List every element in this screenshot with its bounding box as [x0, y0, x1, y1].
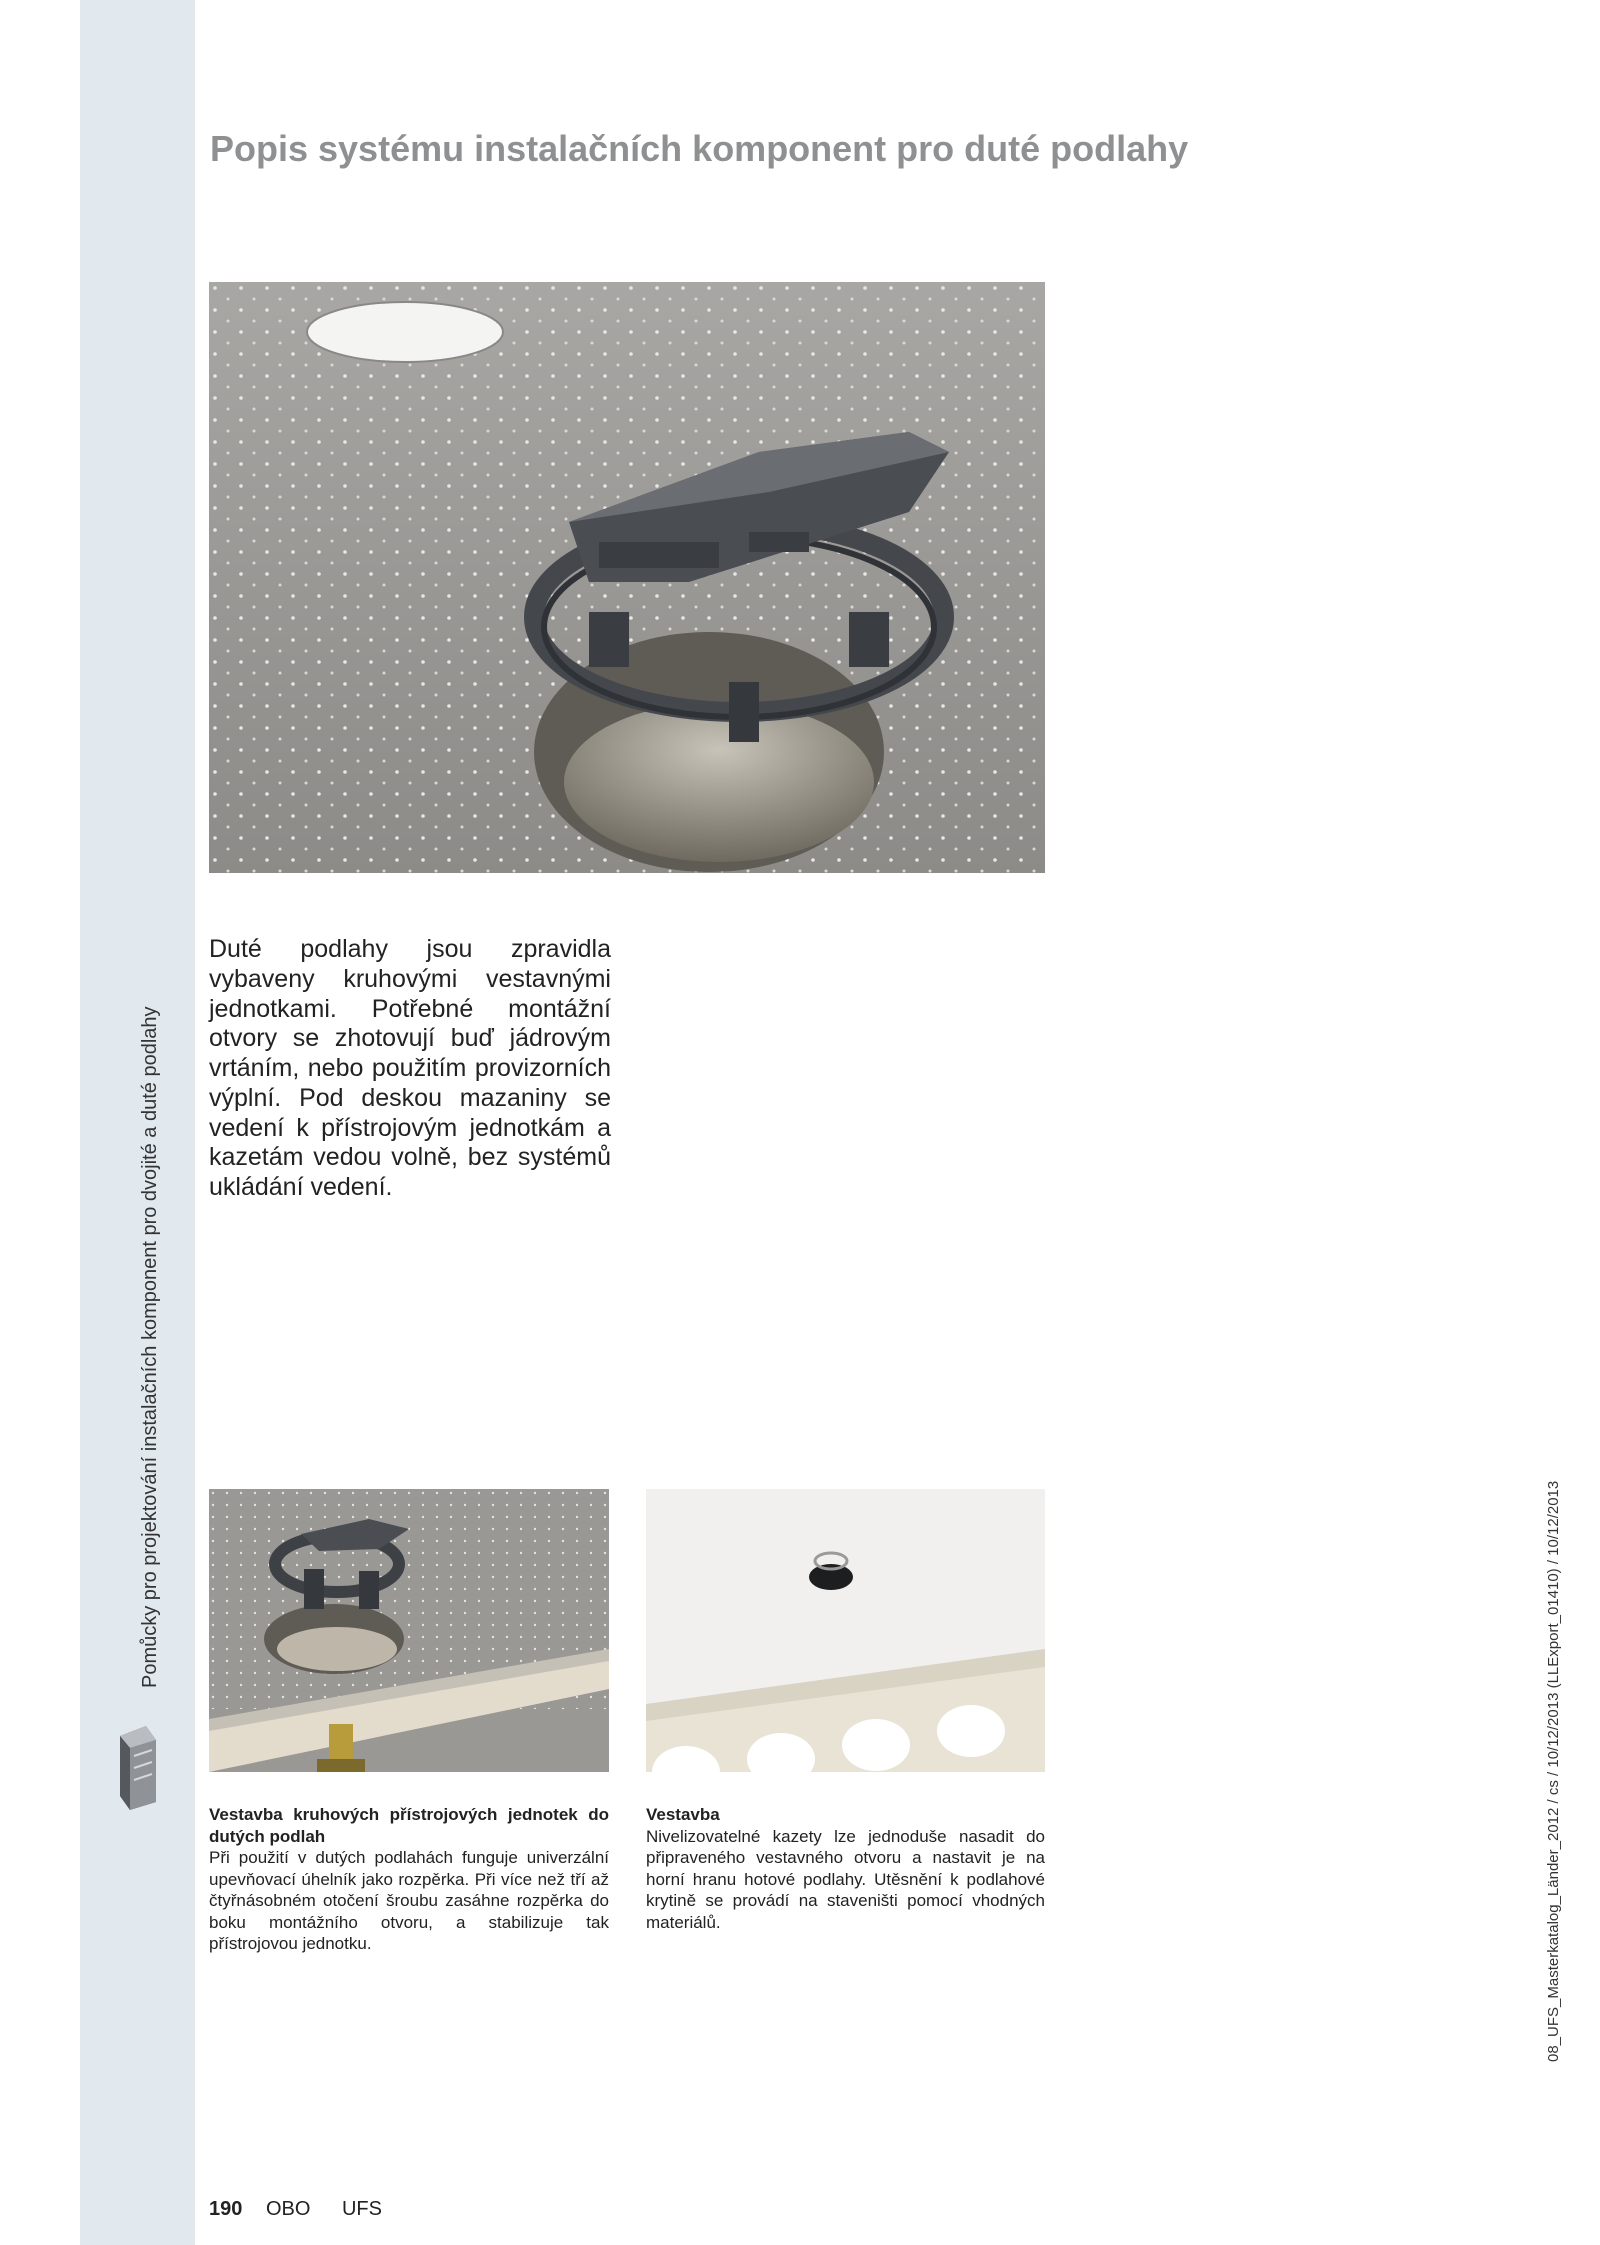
footer-brand: OBO — [265, 2198, 311, 2220]
intro-paragraph: Duté podlahy jsou zpravidla vybaveny kruhovými vestavnými jednotkami. Potřebné montážní otvory se zhotovují buď jádrovým vrtáním, nebo použitím provizorních výplní. Pod deskou mazaniny se vedení k přístrojovým jednotkám a kazetám vedou volně, bez systémů ukládání vedení. — [209, 935, 611, 1201]
footer-section: UFS — [341, 2198, 382, 2220]
caption-right-title: Vestavba — [646, 1805, 720, 1824]
document-meta-text: 08_UFS_Masterkatalog_Länder_2012 / cs / 10/12/2013 (LLExport_01410) / 10/12/2013 — [1545, 1480, 1562, 2062]
caption-left-title: Vestavba kruhových přístrojových jednotek do dutých podlah — [209, 1805, 609, 1846]
page-number: 190 — [209, 2198, 243, 2220]
page-footer — [209, 2198, 382, 2221]
hero-image — [209, 282, 1045, 873]
floor-box-icon — [116, 1722, 160, 1812]
sidebar-strip — [80, 0, 195, 2245]
page-title: Popis systému instalačních komponent pro duté podlahy — [210, 128, 1189, 169]
caption-right-body: Nivelizovatelné kazety lze jednoduše nasadit do připraveného vestavného otvoru a nastavit je na horní hranu hotové podlahy. Utěsnění k podlahové krytině se provádí na staveništi pomocí vhodných materiálů. — [646, 1826, 1045, 1932]
sidebar-vertical-text: Pomůcky pro projektování instalačních komponent pro dvojité a duté podlahy — [139, 1006, 161, 1688]
left-image — [209, 1489, 609, 1772]
caption-left — [209, 1804, 609, 1955]
right-image — [646, 1489, 1045, 1772]
caption-right — [646, 1804, 1045, 1933]
caption-left-body: Při použití v dutých podlahách funguje univerzální upevňovací úhelník jako rozpěrka. Při více než tří až čtyřnásobném otočení šroubu zasáhne rozpěrka do boku montážního otvoru, a stabilizuje tak přístrojovou jednotku. — [209, 1848, 609, 1954]
